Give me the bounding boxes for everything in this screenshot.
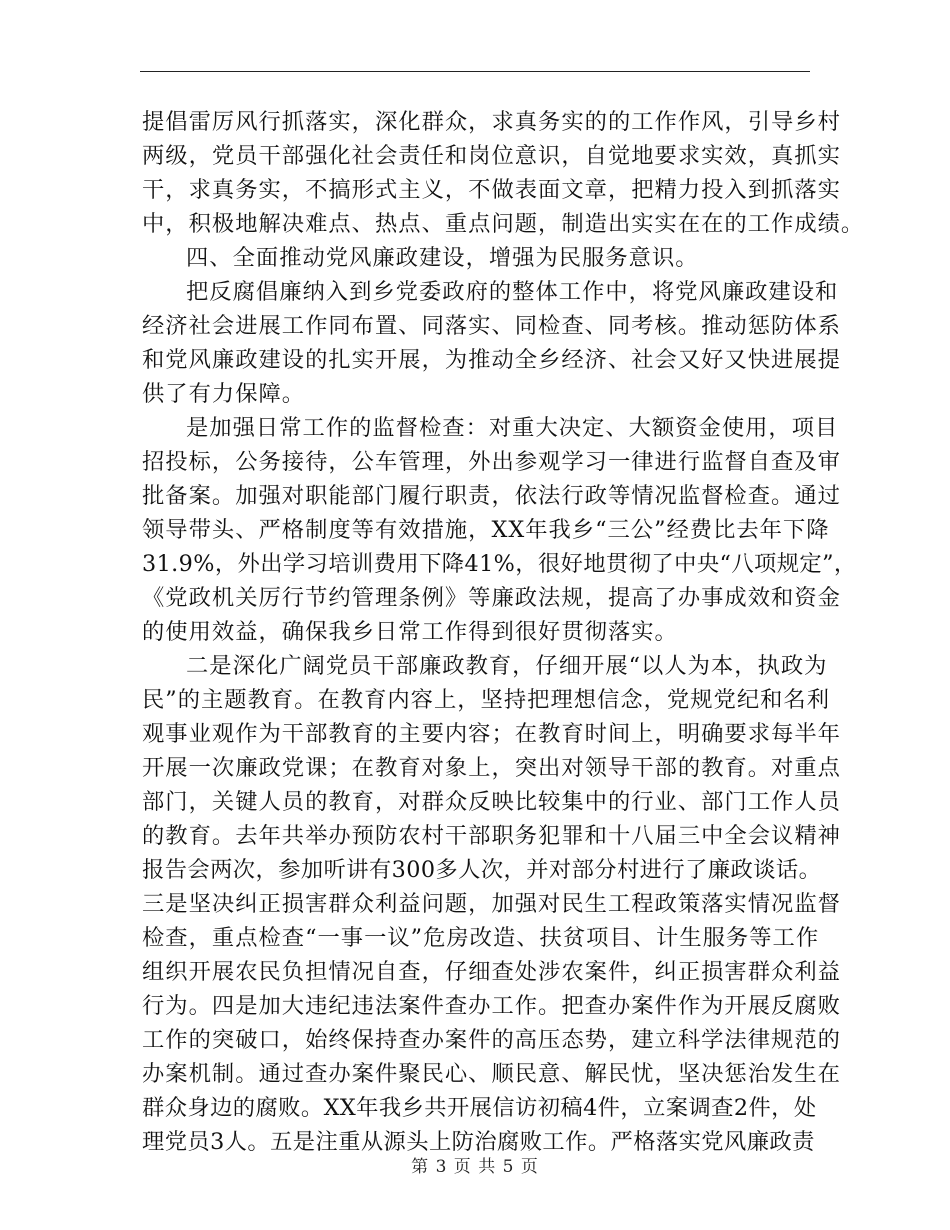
text-line: 民”的主题教育。在教育内容上，坚持把理想信念，党规党纪和名利 — [142, 687, 831, 713]
text-line: 31.9%，外出学习培训费用下降41%，很好地贯彻了中央“八项规定”， — [142, 551, 857, 577]
text-line: 提倡雷厉风行抓落实，深化群众，求真务实的的工作作风，引导乡村 — [142, 109, 841, 135]
text-line: 理党员3人。五是注重从源头上防治腐败工作。严格落实党风廉政责 — [142, 1129, 815, 1155]
header-rule — [140, 71, 810, 72]
text-line: 的使用效益，确保我乡日常工作得到很好贯彻落实。 — [142, 619, 678, 645]
text-line: 报告会两次，参加听讲有300多人次，并对部分村进行了廉政谈话。 — [142, 857, 822, 883]
text-line: 二是深化广阔党员干部廉政教育，仔细开展“以人为本，执政为 — [186, 653, 828, 679]
text-line: 观事业观作为干部教育的主要内容；在教育时间上，明确要求每半年 — [142, 721, 841, 747]
text-line: 干，求真务实，不搞形式主义，不做表面文章，把精力投入到抓落实 — [142, 177, 841, 203]
text-line: 两级，党员干部强化社会责任和岗位意识，自觉地要求实效，真抓实 — [142, 143, 841, 169]
text-line: 组织开展农民负担情况自查，仔细查处涉农案件，纠正损害群众利益 — [142, 959, 841, 985]
text-line: 把反腐倡廉纳入到乡党委政府的整体工作中，将党风廉政建设和 — [186, 279, 839, 305]
text-line: 四、全面推动党风廉政建设，增强为民服务意识。 — [186, 245, 699, 271]
text-line: 是加强日常工作的监督检查：对重大决定、大额资金使用，项目 — [186, 415, 839, 441]
text-line: 群众身边的腐败。XX年我乡共开展信访初稿4件，立案调查2件，处 — [142, 1095, 817, 1121]
text-line: 行为。四是加大违纪违法案件查办工作。把查办案件作为开展反腐败 — [142, 993, 841, 1019]
text-line: 和党风廉政建设的扎实开展，为推动全乡经济、社会又好又快进展提 — [142, 347, 841, 373]
text-line: 办案机制。通过查办案件聚民心、顺民意、解民忧，坚决惩治发生在 — [142, 1061, 841, 1087]
page-number: 第 3 页 共 5 页 — [411, 1157, 539, 1177]
text-line: 三是坚决纠正损害群众利益问题，加强对民生工程政策落实情况监督 — [142, 891, 841, 917]
text-line: 检查，重点检查“一事一议”危房改造、扶贫项目、计生服务等工作 — [142, 925, 820, 951]
text-line: 中，积极地解决难点、热点、重点问题，制造出实实在在的工作成绩。 — [142, 211, 865, 237]
document-body — [142, 105, 865, 1159]
text-line: 开展一次廉政党课；在教育对象上，突出对领导干部的教育。对重点 — [142, 755, 841, 781]
text-line: 部门，关键人员的教育，对群众反映比较集中的行业、部门工作人员 — [142, 789, 841, 815]
text-line: 批备案。加强对职能部门履行职责，依法行政等情况监督检查。通过 — [142, 483, 841, 509]
text-line: 工作的突破口，始终保持查办案件的高压态势，建立科学法律规范的 — [142, 1027, 841, 1053]
text-line: 领导带头、严格制度等有效措施，XX年我乡“三公”经费比去年下降 — [142, 517, 830, 543]
text-line: 的教育。去年共举办预防农村干部职务犯罪和十八届三中全会议精神 — [142, 823, 841, 849]
text-line: 经济社会进展工作同布置、同落实、同检查、同考核。推动惩防体系 — [142, 313, 841, 339]
text-line: 招投标，公务接待，公车管理，外出参观学习一律进行监督自查及审 — [142, 449, 841, 475]
text-line: 《党政机关厉行节约管理条例》等廉政法规，提高了办事成效和资金 — [142, 585, 841, 611]
text-line: 供了有力保障。 — [142, 381, 306, 407]
